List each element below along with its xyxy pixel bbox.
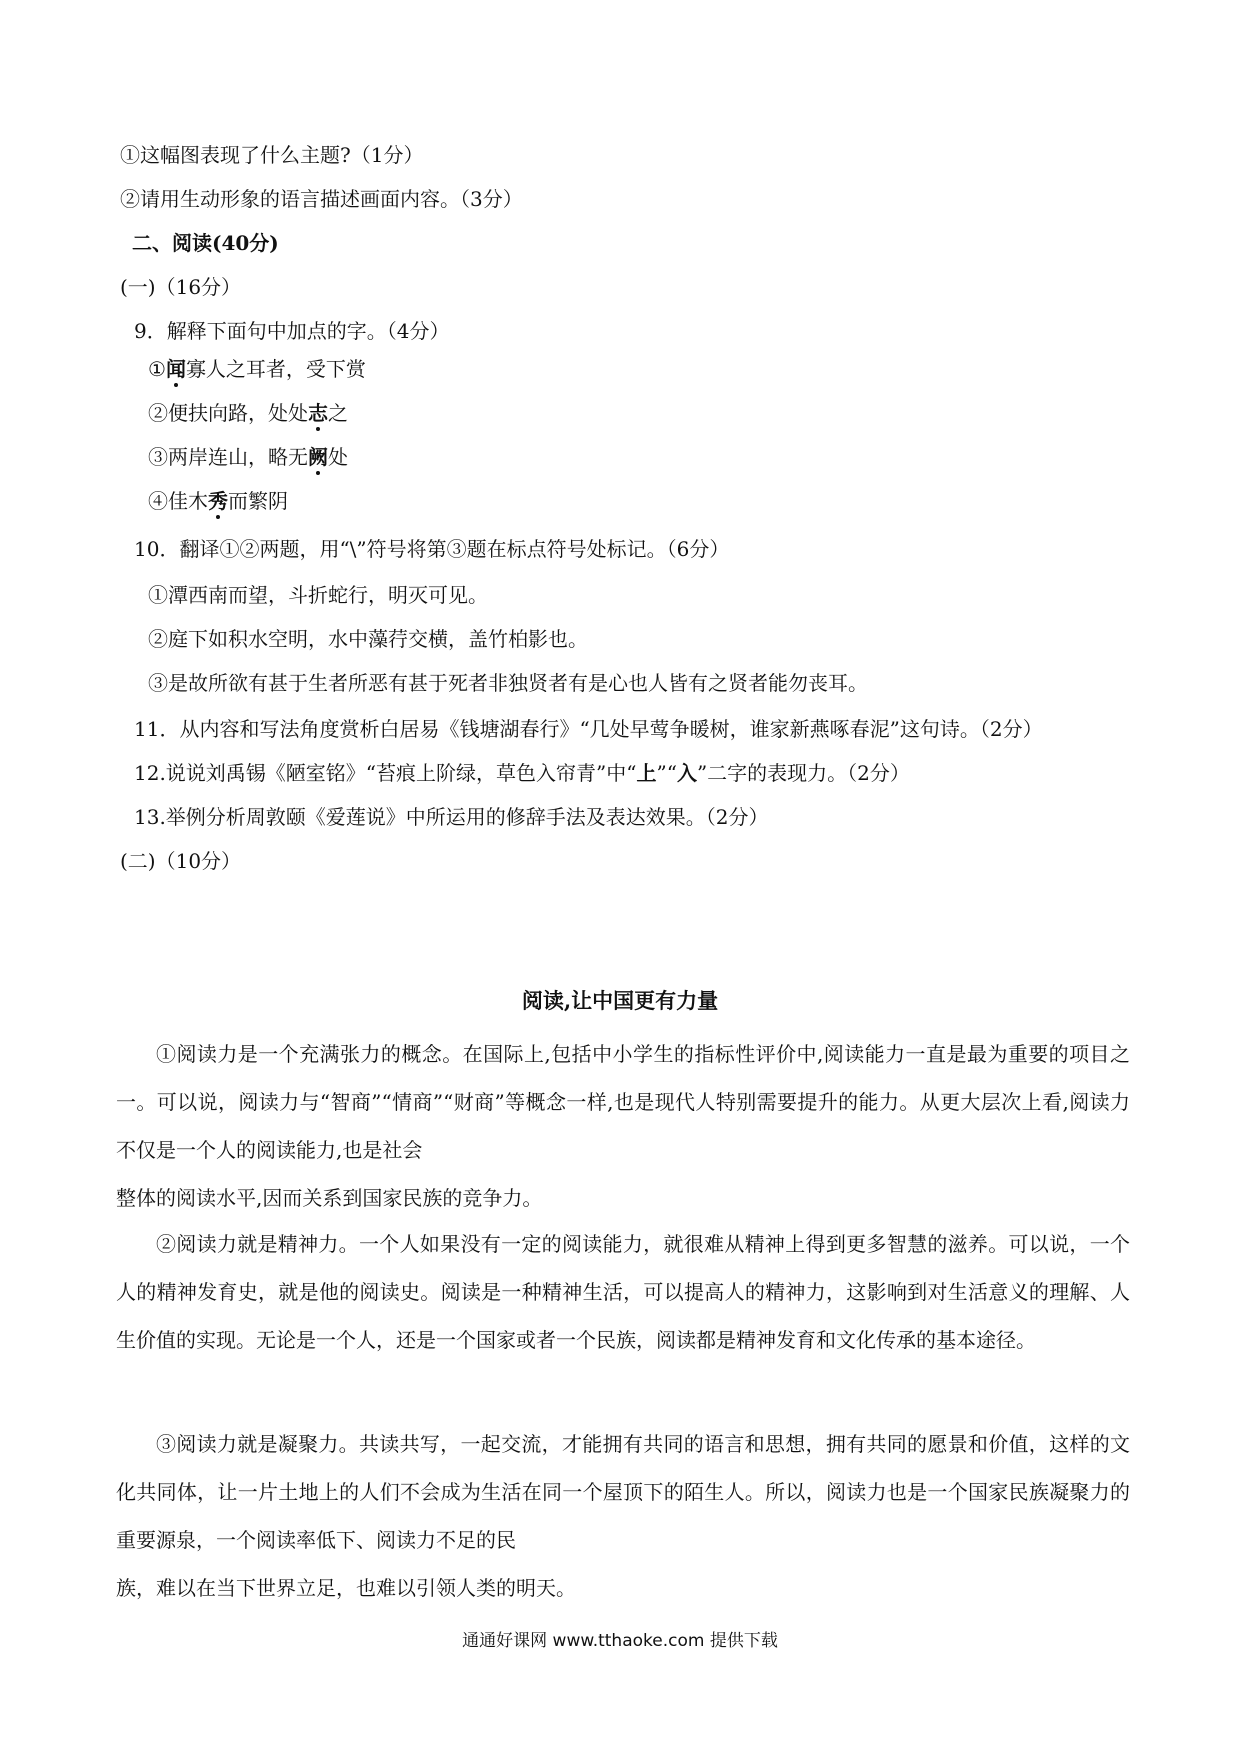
q9-1-prefix: ① [148, 357, 166, 381]
q9-4-dotted-char: 秀 [208, 489, 228, 513]
question-9: 9．解释下面句中加点的字。（4分） [134, 319, 450, 343]
q12-char-ru: 入 [676, 761, 697, 785]
question-13: 13.举例分析周敦颐《爱莲说》中所运用的修辞手法及表达效果。（2分） [134, 805, 769, 829]
paragraph-3-tail: 族，难以在当下世界立足，也难以引领人类的明天。 [116, 1576, 576, 1600]
q9-2-dotted-char: 志 [308, 401, 328, 425]
q9-2-prefix: ②便扶向路，处处 [148, 401, 308, 425]
paragraph-3-text: ③阅读力就是凝聚力。共读共写，一起交流，才能拥有共同的语言和思想，拥有共同的愿景和价值，这样的文化共同体，让一片土地上的人们不会成为生活在同一个屋顶下的陌生人。所以，阅读力也是一个国家民族凝聚力的重要源泉，一个阅读率低下、阅读力不足的民 [116, 1432, 1130, 1552]
q9-1-rest: 寡人之耳者，受下赏 [185, 357, 366, 381]
q12-text-e: ”二字的表现力。（2分） [696, 761, 910, 785]
question-10: 10．翻译①②两题，用“\”符号将第③题在标点符号处标记。（6分） [134, 537, 730, 561]
question-1: ①这幅图表现了什么主题?（1分） [120, 143, 424, 167]
question-12 [134, 760, 910, 786]
part-heading-2: (二)（10分） [120, 849, 242, 873]
q9-item-3 [148, 444, 348, 470]
q12-text-a: 12.说说刘禹锡《陋室铭》“苔痕上阶绿，草色入帘青”中“ [134, 761, 637, 785]
article-title: 阅读,让中国更有力量 [521, 988, 719, 1013]
section-heading: 二、阅读(40分) [132, 231, 279, 255]
q12-text-c: ”“ [656, 761, 677, 785]
paragraph-1-tail: 整体的阅读水平,因而关系到国家民族的竞争力。 [116, 1186, 543, 1210]
q10-item-1: ①潭西南而望，斗折蛇行，明灭可见。 [148, 583, 488, 607]
q9-4-prefix: ④佳木 [148, 489, 208, 513]
question-11: 11．从内容和写法角度赏析白居易《钱塘湖春行》“几处早莺争暖树，谁家新燕啄春泥”这句诗。（2分） [134, 717, 1043, 741]
q9-2-rest: 之 [328, 401, 348, 425]
footer-credit: 通通好课网 www.tthaoke.com 提供下载 [462, 1631, 778, 1651]
q9-4-rest: 而繁阴 [228, 489, 288, 513]
q12-char-shang: 上 [636, 761, 657, 785]
q9-3-dotted-char: 阙 [308, 445, 328, 469]
q10-item-2: ②庭下如积水空明，水中藻荇交横，盖竹柏影也。 [148, 627, 588, 651]
paragraph-1-text: ①阅读力是一个充满张力的概念。在国际上,包括中小学生的指标性评价中,阅读能力一直是最为重要的项目之一。可以说，阅读力与“智商”“情商”“财商”等概念一样,也是现代人特别需要提升的能力。从更大层次上看,阅读力不仅是一个人的阅读能力,也是社会 [116, 1042, 1130, 1162]
q9-3-rest: 处 [328, 445, 348, 469]
article-paragraph-2 [116, 1220, 1130, 1364]
q9-item-4 [148, 488, 288, 514]
q9-item-2 [148, 400, 348, 426]
part-heading-1: (一)（16分） [120, 275, 242, 299]
article-paragraph-1 [116, 1030, 1130, 1222]
q9-item-1 [148, 356, 366, 382]
q9-3-prefix: ③两岸连山，略无 [148, 445, 308, 469]
paragraph-2-text: ②阅读力就是精神力。一个人如果没有一定的阅读能力，就很难从精神上得到更多智慧的滋养。可以说，一个人的精神发育史，就是他的阅读史。阅读是一种精神生活，可以提高人的精神力，这影响到对生活意义的理解、人生价值的实现。无论是一个人，还是一个国家或者一个民族，阅读都是精神发育和文化传承的基本途径。 [116, 1232, 1130, 1352]
question-2: ②请用生动形象的语言描述画面内容。（3分） [120, 187, 523, 211]
article-paragraph-3 [116, 1420, 1130, 1612]
q10-item-3: ③是故所欲有甚于生者所恶有甚于死者非独贤者有是心也人皆有之贤者能勿丧耳。 [148, 671, 868, 695]
q9-1-dotted-char: 闻 [165, 357, 186, 381]
